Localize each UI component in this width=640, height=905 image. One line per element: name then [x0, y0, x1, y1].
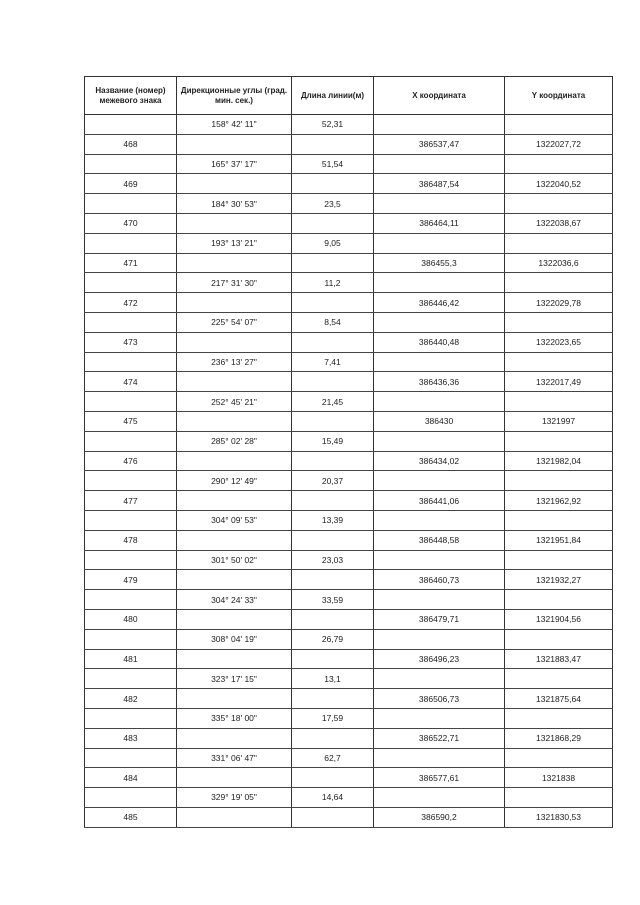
y-coordinate-cell — [505, 629, 613, 649]
direction-angle-cell — [177, 174, 292, 194]
header-line-length: Длина линии(м) — [292, 77, 374, 115]
direction-angle-cell: 184° 30' 53" — [177, 194, 292, 214]
line-length-cell — [292, 332, 374, 352]
table-row — [85, 649, 613, 669]
direction-angle-cell: 304° 09' 53" — [177, 510, 292, 530]
marker-name-cell — [85, 788, 177, 808]
marker-name-cell — [85, 629, 177, 649]
table-row — [85, 115, 613, 135]
line-length-cell: 9,05 — [292, 233, 374, 253]
line-length-cell: 51,54 — [292, 154, 374, 174]
table-row — [85, 451, 613, 471]
table-row — [85, 134, 613, 154]
line-length-cell: 7,41 — [292, 352, 374, 372]
y-coordinate-cell — [505, 788, 613, 808]
table-body — [85, 115, 613, 828]
direction-angle-cell — [177, 451, 292, 471]
table-row — [85, 372, 613, 392]
line-length-cell: 14,64 — [292, 788, 374, 808]
table-row — [85, 431, 613, 451]
marker-name-cell — [85, 510, 177, 530]
table-row — [85, 213, 613, 233]
y-coordinate-cell: 1322029,78 — [505, 293, 613, 313]
line-length-cell: 23,5 — [292, 194, 374, 214]
direction-angle-cell — [177, 649, 292, 669]
table-row — [85, 510, 613, 530]
table-row — [85, 174, 613, 194]
y-coordinate-cell — [505, 154, 613, 174]
x-coordinate-cell — [374, 550, 505, 570]
line-length-cell — [292, 451, 374, 471]
direction-angle-cell: 304° 24' 33" — [177, 590, 292, 610]
y-coordinate-cell: 1321951,84 — [505, 530, 613, 550]
y-coordinate-cell — [505, 590, 613, 610]
line-length-cell — [292, 649, 374, 669]
line-length-cell: 52,31 — [292, 115, 374, 135]
y-coordinate-cell — [505, 312, 613, 332]
y-coordinate-cell: 1322038,67 — [505, 213, 613, 233]
line-length-cell — [292, 293, 374, 313]
table-row — [85, 708, 613, 728]
line-length-cell: 62,7 — [292, 748, 374, 768]
y-coordinate-cell: 1321875,64 — [505, 689, 613, 709]
line-length-cell — [292, 411, 374, 431]
marker-name-cell: 472 — [85, 293, 177, 313]
y-coordinate-cell — [505, 550, 613, 570]
x-coordinate-cell: 386496,23 — [374, 649, 505, 669]
line-length-cell: 23,03 — [292, 550, 374, 570]
marker-name-cell — [85, 352, 177, 372]
y-coordinate-cell: 1322027,72 — [505, 134, 613, 154]
direction-angle-cell: 290° 12' 49" — [177, 471, 292, 491]
direction-angle-cell — [177, 491, 292, 511]
y-coordinate-cell: 1322023,65 — [505, 332, 613, 352]
header-y-coordinate: Y координата — [505, 77, 613, 115]
line-length-cell: 13,1 — [292, 669, 374, 689]
table-row — [85, 332, 613, 352]
x-coordinate-cell: 386448,58 — [374, 530, 505, 550]
marker-name-cell: 474 — [85, 372, 177, 392]
table-row — [85, 748, 613, 768]
marker-name-cell — [85, 154, 177, 174]
direction-angle-cell — [177, 213, 292, 233]
y-coordinate-cell — [505, 510, 613, 530]
marker-name-cell — [85, 669, 177, 689]
line-length-cell: 8,54 — [292, 312, 374, 332]
marker-name-cell: 480 — [85, 609, 177, 629]
direction-angle-cell — [177, 372, 292, 392]
table-row — [85, 411, 613, 431]
direction-angle-cell: 329° 19' 05" — [177, 788, 292, 808]
direction-angle-cell: 193° 13' 21" — [177, 233, 292, 253]
x-coordinate-cell: 386455,3 — [374, 253, 505, 273]
marker-name-cell: 468 — [85, 134, 177, 154]
direction-angle-cell: 335° 18' 00" — [177, 708, 292, 728]
table-row — [85, 273, 613, 293]
x-coordinate-cell: 386460,73 — [374, 570, 505, 590]
x-coordinate-cell — [374, 708, 505, 728]
line-length-cell: 17,59 — [292, 708, 374, 728]
line-length-cell — [292, 253, 374, 273]
x-coordinate-cell — [374, 788, 505, 808]
y-coordinate-cell: 1322036,6 — [505, 253, 613, 273]
direction-angle-cell: 301° 50' 02" — [177, 550, 292, 570]
marker-name-cell — [85, 273, 177, 293]
table-row — [85, 609, 613, 629]
table-row — [85, 154, 613, 174]
line-length-cell — [292, 213, 374, 233]
marker-name-cell — [85, 194, 177, 214]
direction-angle-cell — [177, 728, 292, 748]
line-length-cell — [292, 807, 374, 827]
table-row — [85, 807, 613, 827]
x-coordinate-cell — [374, 471, 505, 491]
x-coordinate-cell — [374, 392, 505, 412]
table-row — [85, 312, 613, 332]
table-row — [85, 194, 613, 214]
x-coordinate-cell: 386430 — [374, 411, 505, 431]
direction-angle-cell: 236° 13' 27" — [177, 352, 292, 372]
table-row — [85, 293, 613, 313]
line-length-cell — [292, 174, 374, 194]
line-length-cell — [292, 134, 374, 154]
header-x-coordinate: X координата — [374, 77, 505, 115]
line-length-cell — [292, 689, 374, 709]
line-length-cell — [292, 609, 374, 629]
table-row — [85, 253, 613, 273]
marker-name-cell — [85, 115, 177, 135]
direction-angle-cell — [177, 768, 292, 788]
x-coordinate-cell: 386434,02 — [374, 451, 505, 471]
y-coordinate-cell — [505, 233, 613, 253]
marker-name-cell — [85, 590, 177, 610]
marker-name-cell — [85, 392, 177, 412]
line-length-cell: 13,39 — [292, 510, 374, 530]
direction-angle-cell — [177, 807, 292, 827]
x-coordinate-cell: 386537,47 — [374, 134, 505, 154]
line-length-cell — [292, 372, 374, 392]
marker-name-cell — [85, 233, 177, 253]
table-row — [85, 233, 613, 253]
y-coordinate-cell: 1321868,29 — [505, 728, 613, 748]
y-coordinate-cell: 1321962,92 — [505, 491, 613, 511]
x-coordinate-cell — [374, 312, 505, 332]
direction-angle-cell — [177, 411, 292, 431]
direction-angle-cell — [177, 530, 292, 550]
y-coordinate-cell — [505, 431, 613, 451]
x-coordinate-cell — [374, 352, 505, 372]
direction-angle-cell — [177, 293, 292, 313]
x-coordinate-cell — [374, 194, 505, 214]
x-coordinate-cell — [374, 748, 505, 768]
marker-name-cell: 476 — [85, 451, 177, 471]
y-coordinate-cell — [505, 669, 613, 689]
y-coordinate-cell — [505, 115, 613, 135]
y-coordinate-cell: 1322017,49 — [505, 372, 613, 392]
marker-name-cell: 485 — [85, 807, 177, 827]
table-row — [85, 392, 613, 412]
line-length-cell: 33,59 — [292, 590, 374, 610]
direction-angle-cell — [177, 253, 292, 273]
marker-name-cell: 483 — [85, 728, 177, 748]
x-coordinate-cell: 386506,73 — [374, 689, 505, 709]
marker-name-cell — [85, 550, 177, 570]
x-coordinate-cell — [374, 629, 505, 649]
table-row — [85, 352, 613, 372]
table-row — [85, 669, 613, 689]
table-row — [85, 689, 613, 709]
direction-angle-cell: 285° 02' 28" — [177, 431, 292, 451]
line-length-cell: 15,49 — [292, 431, 374, 451]
marker-name-cell: 479 — [85, 570, 177, 590]
marker-name-cell: 471 — [85, 253, 177, 273]
boundary-coordinates-table — [84, 76, 613, 828]
y-coordinate-cell — [505, 471, 613, 491]
line-length-cell — [292, 768, 374, 788]
line-length-cell: 26,79 — [292, 629, 374, 649]
x-coordinate-cell — [374, 590, 505, 610]
marker-name-cell — [85, 312, 177, 332]
y-coordinate-cell: 1321982,04 — [505, 451, 613, 471]
direction-angle-cell: 225° 54' 07" — [177, 312, 292, 332]
marker-name-cell: 484 — [85, 768, 177, 788]
marker-name-cell — [85, 748, 177, 768]
x-coordinate-cell — [374, 510, 505, 530]
y-coordinate-cell — [505, 352, 613, 372]
y-coordinate-cell: 1321883,47 — [505, 649, 613, 669]
line-length-cell — [292, 530, 374, 550]
x-coordinate-cell: 386436,36 — [374, 372, 505, 392]
y-coordinate-cell: 1322040,52 — [505, 174, 613, 194]
marker-name-cell: 475 — [85, 411, 177, 431]
table-row — [85, 629, 613, 649]
y-coordinate-cell: 1321830,53 — [505, 807, 613, 827]
marker-name-cell: 481 — [85, 649, 177, 669]
marker-name-cell: 470 — [85, 213, 177, 233]
x-coordinate-cell: 386487,54 — [374, 174, 505, 194]
x-coordinate-cell: 386590,2 — [374, 807, 505, 827]
x-coordinate-cell — [374, 154, 505, 174]
marker-name-cell: 477 — [85, 491, 177, 511]
table-row — [85, 768, 613, 788]
marker-name-cell — [85, 708, 177, 728]
direction-angle-cell — [177, 134, 292, 154]
line-length-cell: 21,45 — [292, 392, 374, 412]
direction-angle-cell — [177, 689, 292, 709]
header-direction-angle: Дирекционные углы (град. мин. сек.) — [177, 77, 292, 115]
table-row — [85, 570, 613, 590]
marker-name-cell: 473 — [85, 332, 177, 352]
line-length-cell: 20,37 — [292, 471, 374, 491]
x-coordinate-cell: 386479,71 — [374, 609, 505, 629]
y-coordinate-cell: 1321838 — [505, 768, 613, 788]
y-coordinate-cell — [505, 194, 613, 214]
x-coordinate-cell: 386446,42 — [374, 293, 505, 313]
table-row — [85, 728, 613, 748]
y-coordinate-cell — [505, 273, 613, 293]
x-coordinate-cell: 386440,48 — [374, 332, 505, 352]
header-marker-name: Название (номер) межевого знака — [85, 77, 177, 115]
direction-angle-cell: 308° 04' 19" — [177, 629, 292, 649]
y-coordinate-cell — [505, 708, 613, 728]
y-coordinate-cell: 1321997 — [505, 411, 613, 431]
x-coordinate-cell: 386464,11 — [374, 213, 505, 233]
direction-angle-cell: 217° 31' 30" — [177, 273, 292, 293]
line-length-cell — [292, 491, 374, 511]
marker-name-cell: 469 — [85, 174, 177, 194]
direction-angle-cell — [177, 570, 292, 590]
direction-angle-cell — [177, 332, 292, 352]
direction-angle-cell: 165° 37' 17" — [177, 154, 292, 174]
x-coordinate-cell: 386522,71 — [374, 728, 505, 748]
table-header — [85, 77, 613, 115]
line-length-cell — [292, 728, 374, 748]
marker-name-cell: 482 — [85, 689, 177, 709]
marker-name-cell — [85, 471, 177, 491]
marker-name-cell — [85, 431, 177, 451]
table-row — [85, 788, 613, 808]
table-row — [85, 491, 613, 511]
marker-name-cell: 478 — [85, 530, 177, 550]
x-coordinate-cell — [374, 233, 505, 253]
y-coordinate-cell — [505, 392, 613, 412]
line-length-cell: 11,2 — [292, 273, 374, 293]
table-row — [85, 590, 613, 610]
line-length-cell — [292, 570, 374, 590]
y-coordinate-cell: 1321904,56 — [505, 609, 613, 629]
x-coordinate-cell: 386441,06 — [374, 491, 505, 511]
direction-angle-cell: 252° 45' 21" — [177, 392, 292, 412]
direction-angle-cell: 158° 42' 11" — [177, 115, 292, 135]
x-coordinate-cell — [374, 669, 505, 689]
direction-angle-cell: 331° 06' 47" — [177, 748, 292, 768]
x-coordinate-cell — [374, 431, 505, 451]
x-coordinate-cell — [374, 115, 505, 135]
table-row — [85, 530, 613, 550]
table-row — [85, 471, 613, 491]
x-coordinate-cell — [374, 273, 505, 293]
table-row — [85, 550, 613, 570]
y-coordinate-cell — [505, 748, 613, 768]
y-coordinate-cell: 1321932,27 — [505, 570, 613, 590]
x-coordinate-cell: 386577,61 — [374, 768, 505, 788]
direction-angle-cell: 323° 17' 15" — [177, 669, 292, 689]
direction-angle-cell — [177, 609, 292, 629]
